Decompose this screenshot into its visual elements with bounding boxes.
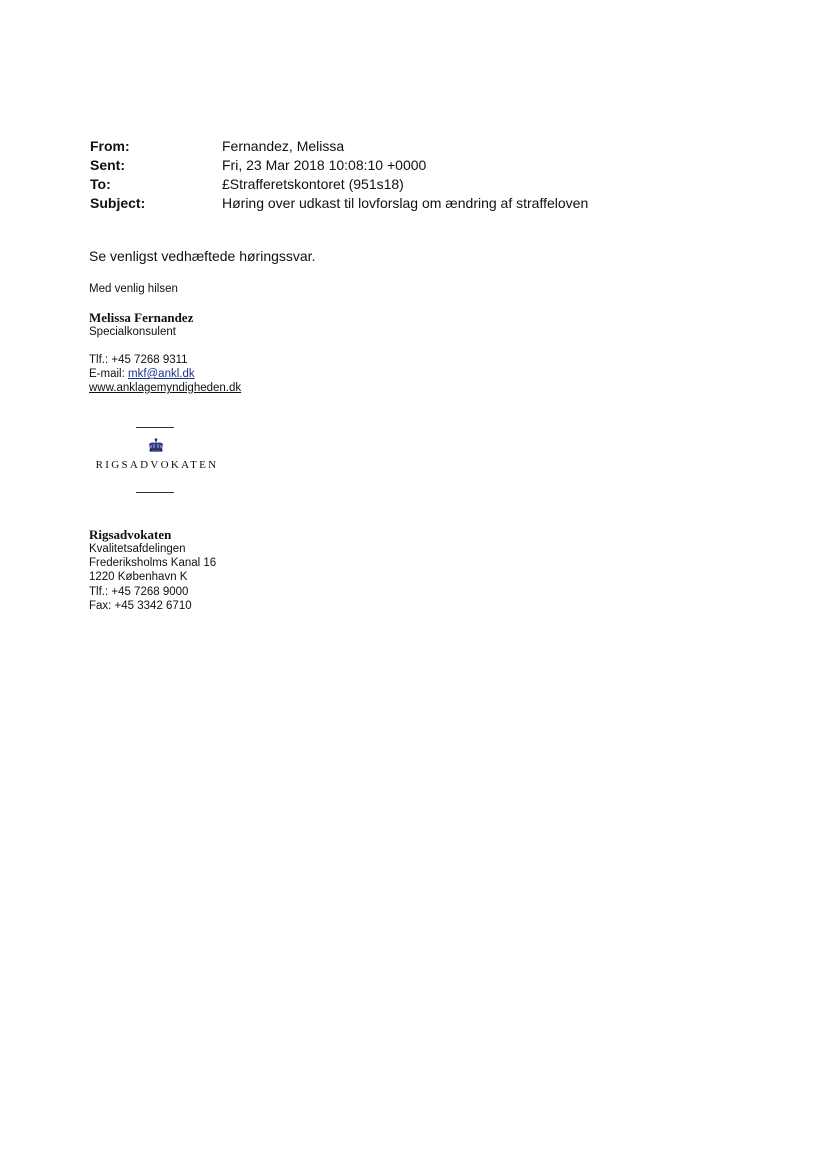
organization-name: Rigsadvokaten <box>89 527 172 542</box>
email-link[interactable]: mkf@ankl.dk <box>127 368 195 380</box>
website-link[interactable]: www.anklagemyndigheden.dk <box>89 382 242 394</box>
signature-title: Specialkonsulent <box>89 326 176 338</box>
organization-city: 1220 København K <box>89 571 188 584</box>
subject-label: Subject: <box>90 195 146 211</box>
organization-fax: Fax: +45 3342 6710 <box>89 599 192 612</box>
rigsadvokaten-logo <box>90 424 224 496</box>
signature-phone: Tlf.: +45 7268 9311 <box>89 354 188 366</box>
to-value: £Strafferetskontoret (951s18) <box>222 176 404 192</box>
signature-block <box>89 310 193 339</box>
signature-name: Melissa Fernandez <box>89 310 194 325</box>
email-header <box>90 137 730 213</box>
sent-label: Sent: <box>90 157 125 173</box>
organization-street: Frederiksholms Kanal 16 <box>89 557 217 570</box>
crown-icon <box>147 438 165 454</box>
to-row <box>90 175 730 194</box>
subject-value: Høring over udkast til lovforslag om ændring af straffeloven <box>222 195 589 211</box>
sent-row <box>90 156 730 175</box>
logo-text: RIGSADVOKATEN <box>95 459 219 471</box>
organization-department: Kvalitetsafdelingen <box>89 543 186 555</box>
logo-bottom-rule <box>136 492 174 493</box>
organization-address <box>89 527 216 613</box>
to-label: To: <box>90 176 111 192</box>
signature-email-row <box>89 367 241 381</box>
organization-phone: Tlf.: +45 7268 9000 <box>89 585 189 598</box>
email-label: E-mail: <box>89 368 128 380</box>
signature-contact <box>89 353 241 395</box>
message-body: Se venligst vedhæftede høringssvar. <box>89 248 316 264</box>
from-label: From: <box>90 138 130 154</box>
from-value: Fernandez, Melissa <box>222 138 345 154</box>
subject-row <box>90 194 730 213</box>
logo-top-rule <box>136 427 174 428</box>
from-row <box>90 137 730 156</box>
sent-value: Fri, 23 Mar 2018 10:08:10 +0000 <box>222 157 427 173</box>
signature-greeting: Med venlig hilsen <box>89 283 178 295</box>
